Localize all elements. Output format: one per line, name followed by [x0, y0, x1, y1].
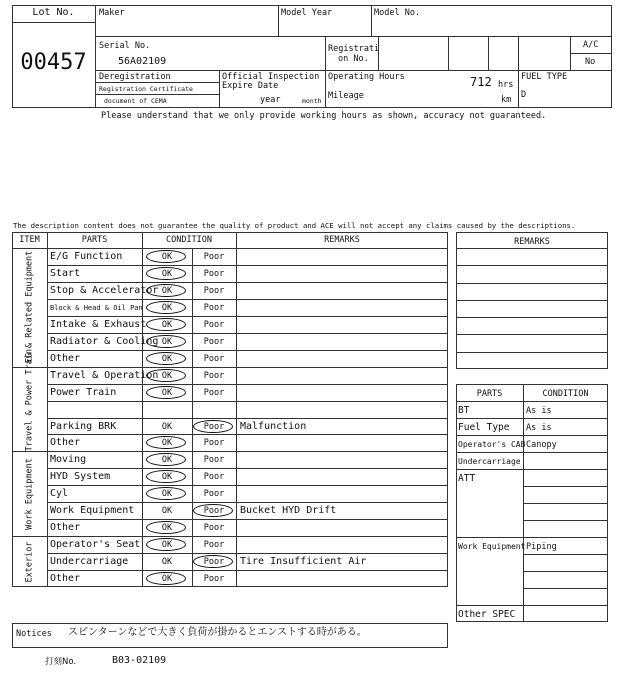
ok-label: OK [161, 472, 173, 483]
lot-no-label: Lot No. [32, 7, 75, 18]
part-name: Cyl [50, 488, 69, 500]
month-label: month [302, 97, 322, 105]
item-header: ITEM [19, 235, 40, 245]
part-name: Block & Head & Oil Pan [50, 303, 143, 312]
row-divider [47, 553, 448, 554]
row-divider [47, 418, 448, 419]
stamp-label: 打刻No. [45, 657, 77, 667]
ok-label: OK [161, 489, 173, 500]
fuel-type-value: D [521, 90, 527, 100]
row-divider [47, 316, 448, 317]
remark-text: Tire Insufficient Air [240, 556, 367, 568]
lot-no-value: 00457 [20, 50, 87, 75]
part-name: Other [50, 437, 81, 449]
row-divider [523, 503, 608, 504]
ok-label: OK [161, 574, 173, 585]
poor-label: Poor [203, 319, 225, 330]
model-no-label: Model No. [374, 8, 421, 18]
ok-selected-mark [146, 301, 186, 314]
parts-header: PARTS [81, 235, 108, 245]
parts-row-condition: Canopy [526, 440, 557, 450]
row-divider [47, 570, 448, 571]
row-divider [456, 248, 608, 249]
divider [95, 94, 219, 95]
ok-selected-mark [146, 335, 186, 348]
row-divider [47, 384, 448, 385]
ok-selected-mark [146, 572, 186, 585]
poor-label: Poor [203, 252, 225, 262]
ok-label: OK [161, 506, 173, 517]
ok-label: OK [161, 523, 173, 534]
ok-label: OK [161, 353, 173, 364]
row-divider [456, 418, 608, 419]
divider [371, 5, 372, 36]
ac-value: No [585, 57, 596, 67]
row-divider [47, 265, 448, 266]
part-name: Work Equipment [50, 505, 135, 517]
row-divider [523, 588, 608, 589]
parts-row-label: Other SPEC [458, 609, 516, 620]
poor-label: Poor [203, 336, 225, 347]
ok-label: OK [161, 268, 173, 279]
ok-selected-mark [146, 284, 186, 297]
row-divider [456, 300, 608, 301]
part-name: Other [50, 573, 81, 585]
poor-label: Poor [203, 302, 225, 313]
divider [236, 232, 237, 587]
cema-document-label: document of CEMA [104, 97, 167, 105]
part-name: Intake & Exhaust [50, 318, 147, 330]
ok-selected-mark [146, 250, 186, 263]
poor-label: Poor [203, 438, 225, 449]
row-divider [47, 333, 448, 334]
poor-label: Poor [203, 540, 225, 551]
poor-label: Poor [203, 285, 225, 296]
ok-label: OK [161, 252, 173, 262]
poor-selected-mark [193, 555, 233, 568]
group-divider [12, 451, 448, 452]
group-label: Travel & Power Train [24, 349, 35, 452]
poor-label: Poor [203, 455, 225, 466]
ok-label: OK [161, 336, 173, 347]
row-divider [47, 468, 448, 469]
parts-row-label: BT [458, 405, 470, 416]
serial-no-label: Serial No. [99, 41, 151, 51]
divider [219, 70, 220, 108]
divider [488, 36, 489, 70]
condition-header: CONDITION [165, 235, 213, 245]
part-name: Radiator & Cooling [50, 335, 159, 347]
ok-selected-mark [146, 386, 186, 399]
row-divider [456, 334, 608, 335]
row-divider [523, 520, 608, 521]
registration-no-label: Registrati [328, 44, 380, 54]
ok-label: OK [161, 455, 173, 466]
parts-row-condition: Piping [526, 542, 557, 552]
ok-label: OK [161, 438, 173, 449]
poor-label: Poor [203, 370, 225, 381]
row-divider [456, 401, 608, 402]
ok-label: OK [161, 370, 173, 381]
part-name: Parking BRK [50, 420, 117, 432]
serial-no-value: 56A02109 [118, 56, 167, 67]
ok-label: OK [161, 421, 173, 432]
part-name: Power Train [50, 386, 117, 398]
parts-row-label: Operator's CAB [458, 440, 526, 449]
inspection-label: Official Inspection [222, 72, 320, 82]
ok-label: OK [161, 557, 173, 568]
part-name: Other [50, 352, 81, 364]
part-name: Start [50, 267, 81, 279]
row-divider [523, 486, 608, 487]
part-name: Moving [50, 454, 87, 466]
divider [570, 53, 612, 54]
fuel-type-label: FUEL TYPE [521, 72, 568, 82]
notices-label: Notices [16, 629, 52, 639]
registration-certificate-label: Registration Certificate [99, 85, 193, 93]
stamp-value: B03-02109 [112, 655, 167, 666]
row-divider [456, 435, 608, 436]
ok-selected-mark [146, 369, 186, 382]
parts-row-label: ATT [458, 473, 476, 484]
divider [278, 5, 279, 36]
row-divider [456, 317, 608, 318]
row-divider [456, 265, 608, 266]
poor-label: Poor [203, 523, 225, 534]
ok-selected-mark [146, 267, 186, 280]
ok-label: OK [161, 540, 173, 551]
extra-remarks-header: REMARKS [514, 237, 550, 247]
parts-header: PARTS [476, 389, 503, 399]
km-unit: km [501, 95, 512, 105]
registration-no-label-2: on No. [338, 54, 369, 64]
poor-label: Poor [203, 557, 225, 568]
part-name: HYD System [50, 471, 111, 483]
ac-label: A/C [583, 40, 599, 50]
poor-label: Poor [203, 506, 225, 517]
divider [325, 36, 326, 108]
ok-selected-mark [146, 352, 186, 365]
divider [95, 36, 612, 37]
disclaimer-text: The description content does not guarantee the quality of product and ACE will not accept any claims caused by the descriptions. [13, 221, 576, 230]
ok-label: OK [161, 302, 173, 313]
row-divider [456, 352, 608, 353]
remark-text: Bucket HYD Drift [240, 505, 337, 517]
row-divider [456, 537, 608, 538]
hours-note: Please understand that we only provide working hours as shown, accuracy not guaranteed. [101, 111, 547, 121]
parts-row-label: Undercarriage [458, 457, 521, 466]
row-divider [456, 283, 608, 284]
divider [518, 36, 519, 108]
mileage-label: Mileage [328, 91, 364, 101]
year-label: year [260, 95, 281, 105]
ok-label: OK [161, 319, 173, 330]
group-label: EG & Related Equipment [24, 251, 35, 364]
group-divider [12, 536, 448, 537]
parts-row-label: Work Equipment [458, 542, 526, 551]
poor-label: Poor [203, 489, 225, 500]
row-divider [456, 605, 608, 606]
row-divider [47, 401, 448, 402]
maker-label: Maker [99, 8, 125, 18]
poor-selected-mark [193, 420, 233, 433]
poor-label: Poor [203, 387, 225, 398]
poor-label: Poor [203, 574, 225, 585]
parts-row-label: Fuel Type [458, 422, 510, 433]
operating-hours-label: Operating Hours [328, 72, 405, 82]
hrs-unit: hrs [498, 80, 514, 90]
row-divider [47, 519, 448, 520]
model-year-label: Model Year [281, 8, 333, 18]
parts-row-condition: As is [526, 423, 552, 433]
ok-label: OK [161, 285, 173, 296]
condition-header: CONDITION [542, 389, 589, 399]
group-divider [12, 367, 448, 368]
row-divider [456, 469, 608, 470]
group-label: Work Equipment [24, 457, 35, 530]
row-divider [47, 485, 448, 486]
part-name: Travel & Operation [50, 369, 159, 381]
inspection-label-2: Expire Date [222, 81, 279, 91]
row-divider [456, 452, 608, 453]
divider [448, 36, 449, 70]
remark-text: Malfunction [240, 420, 307, 432]
divider [95, 82, 219, 83]
divider [95, 5, 96, 108]
row-divider [47, 434, 448, 435]
row-divider [47, 282, 448, 283]
divider [95, 70, 612, 71]
part-name: Operator's Seat [50, 539, 141, 551]
ok-label: OK [161, 387, 173, 398]
divider [47, 232, 48, 587]
deregistration-label: Deregistration [99, 72, 171, 82]
divider [12, 248, 448, 249]
part-name: Undercarriage [50, 556, 129, 568]
row-divider [47, 350, 448, 351]
poor-label: Poor [203, 421, 225, 432]
ok-selected-mark [146, 318, 186, 331]
operating-hours-value: 712 [470, 75, 492, 89]
part-name: Other [50, 522, 81, 534]
part-name: Stop & Accelerator [50, 284, 159, 296]
row-divider [523, 571, 608, 572]
part-name: E/G Function [50, 251, 123, 262]
poor-label: Poor [203, 268, 225, 279]
divider [12, 22, 95, 23]
row-divider [523, 554, 608, 555]
remarks-header: REMARKS [324, 235, 360, 245]
notices-text: スピンターンなどで大きく負荷が掛かるとエンストする時がある。 [68, 627, 367, 638]
group-label: Exterior [24, 541, 35, 583]
poor-label: Poor [203, 472, 225, 483]
parts-row-condition: As is [526, 406, 552, 416]
poor-label: Poor [203, 353, 225, 364]
row-divider [47, 502, 448, 503]
row-divider [47, 299, 448, 300]
